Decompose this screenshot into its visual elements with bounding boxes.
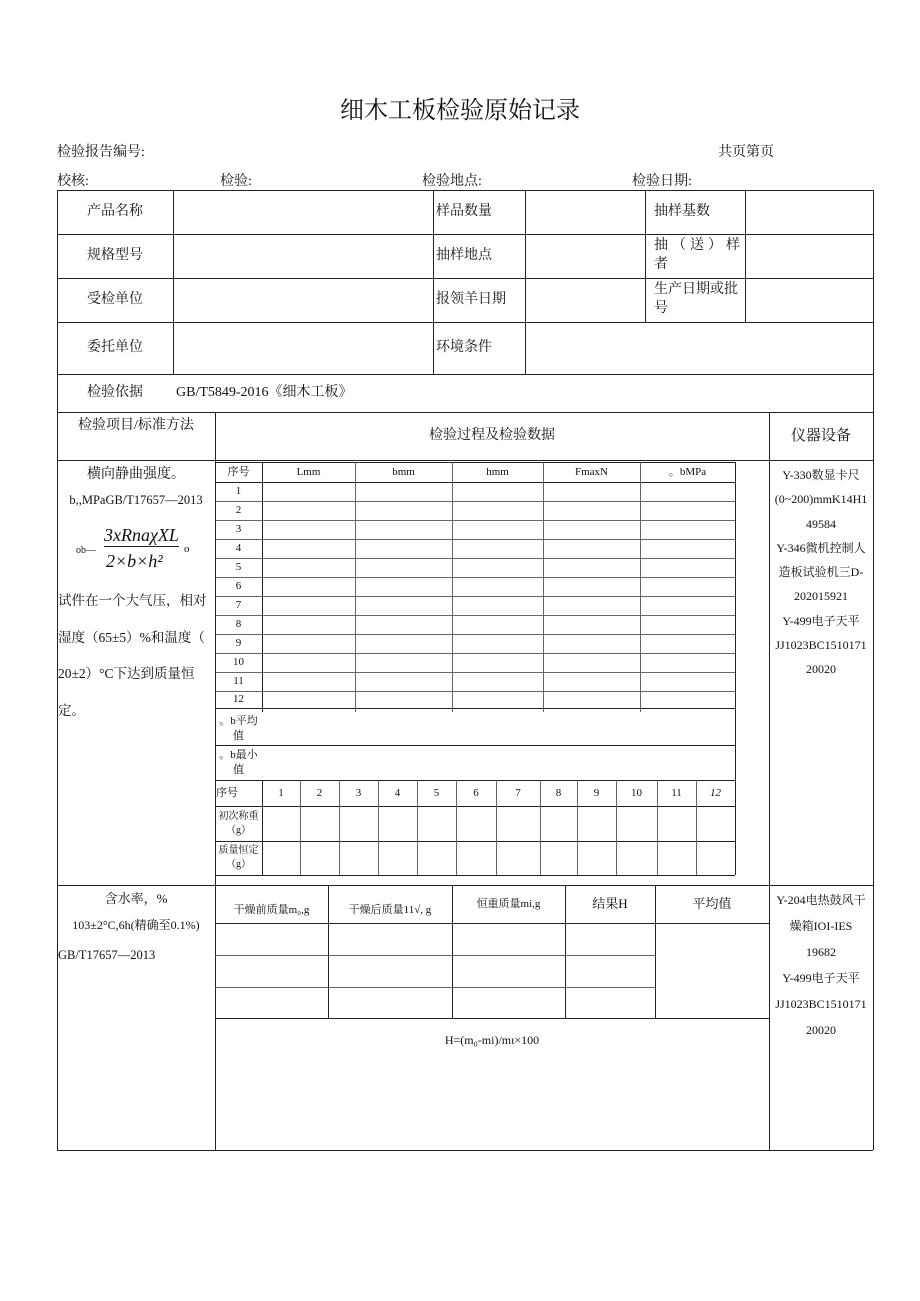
bending-title: 横向静曲强度。: [87, 466, 185, 482]
row-number: 4: [235, 542, 242, 555]
equipment-line: 20020: [806, 662, 836, 677]
row-number: 9: [235, 637, 242, 650]
environment-label: 环境条件: [436, 339, 492, 355]
grid-line: [57, 322, 873, 323]
grid-line: [215, 1018, 769, 1019]
process-data-header: 检验过程及检验数据: [429, 427, 555, 443]
row-number: 10: [233, 656, 244, 669]
product-name-label: 产品名称: [87, 203, 143, 219]
equipment-line: Y-499电子天平: [782, 613, 860, 628]
row-number: 1: [235, 485, 242, 498]
checker-label: 校核:: [57, 174, 89, 189]
weigh-number: 4: [394, 786, 401, 799]
column-header: 干燥前质量m₀,g: [233, 903, 310, 916]
inspector-label: 检验:: [220, 174, 252, 189]
grid-line: [57, 190, 58, 1150]
date-label: 检验日期:: [632, 174, 692, 189]
sampling-place-label: 抽样地点: [436, 247, 492, 263]
inspected-unit-label: 受检单位: [87, 291, 143, 307]
condition-line: 试件在一个大气压，相对: [58, 593, 207, 608]
grid-line: [452, 462, 453, 712]
location-label: 检验地点:: [422, 174, 482, 189]
moisture-conditions: 103±2°C,6h(精确至0.1%): [72, 917, 200, 932]
condition-line: 定。: [58, 703, 85, 718]
row-number: 12: [233, 693, 244, 706]
column-header: 序号: [227, 465, 250, 478]
item-method-header: 检验项目/标准方法: [78, 417, 194, 433]
column-header: hmm: [486, 465, 509, 478]
moisture-title: 含水率，%: [104, 891, 168, 907]
column-header: 恒重质量mi,g: [476, 897, 541, 910]
grid-line: [57, 234, 873, 235]
weigh-number: 6: [473, 786, 479, 799]
sampling-base-label: 抽样基数: [654, 203, 710, 219]
column-header: bmm: [392, 465, 415, 478]
column-header: 结果H: [592, 896, 628, 912]
formula-denominator: 2×b×h²: [106, 551, 163, 571]
column-header: 干燥后质量11√, g: [348, 903, 432, 916]
formula-numerator: 3xRnaχXL: [104, 525, 179, 545]
weigh-number: 9: [593, 786, 600, 799]
spec-model-label: 规格型号: [87, 247, 143, 263]
grid-line: [215, 577, 735, 578]
grid-line: [215, 987, 655, 988]
grid-line: [215, 539, 735, 540]
row-number: 7: [235, 599, 242, 612]
weigh-number: 7: [515, 786, 521, 799]
production-date-label: 生产日期或批号: [654, 282, 738, 316]
grid-line: [215, 672, 735, 673]
grid-line: [215, 653, 735, 654]
equipment-line: Y-346微机控制人: [776, 540, 866, 555]
equipment-line: 20020: [806, 1022, 836, 1037]
grid-line: [57, 412, 873, 413]
basis-value: GB/T5849-2016《细木工板》: [176, 384, 353, 400]
equipment-line: 造板试验机三D-: [778, 565, 864, 580]
moisture-formula: H=(m₀-mi)/mι×100: [444, 1032, 540, 1047]
grid-line: [215, 691, 735, 692]
formula-suffix: o: [184, 543, 190, 555]
formula-prefix: ob—: [76, 545, 96, 556]
bending-standard: b,,MPaGB/T17657—2013: [69, 492, 203, 507]
grid-line: [215, 501, 735, 502]
equipment-line: Y-204电热鼓风干: [776, 892, 866, 907]
grid-line: [645, 190, 646, 322]
grid-line: [640, 462, 641, 712]
equipment-line: JJ1023BC1510171: [775, 996, 867, 1011]
row-number: 11: [233, 675, 244, 688]
weigh-number: 8: [555, 786, 562, 799]
grid-line: [433, 190, 434, 374]
weigh-number: 10: [631, 786, 642, 799]
row-number: 3: [235, 523, 242, 536]
constant-weight-label: 质量恒定（g）: [218, 845, 259, 870]
sampler-label: 抽（送）样者: [654, 238, 744, 272]
equipment-line: 19682: [806, 944, 836, 959]
grid-line: [215, 745, 735, 746]
grid-line: [543, 462, 544, 712]
initial-weight-label: 初次称重（g）: [218, 810, 259, 836]
grid-line: [355, 462, 356, 712]
grid-line: [215, 520, 735, 521]
row-number: 5: [235, 561, 242, 574]
grid-line: [215, 615, 735, 616]
row-number: 6: [235, 580, 242, 593]
equipment-line: Y-330数显卡尺: [782, 467, 860, 482]
equipment-line: 49584: [806, 516, 836, 531]
basis-label: 检验依据: [87, 384, 143, 400]
grid-line: [215, 923, 769, 924]
equipment-line: JJ1023BC1510171: [775, 638, 867, 652]
column-header: 。bMPa: [668, 465, 707, 478]
weigh-number: 11: [671, 786, 682, 799]
grid-line: [262, 462, 263, 712]
grid-line: [57, 460, 873, 461]
grid-line: [215, 708, 735, 709]
grid-line: [215, 558, 735, 559]
column-header: Lmm: [296, 465, 321, 478]
grid-line: [57, 190, 873, 191]
weigh-number: 2: [316, 786, 323, 799]
receive-date-label: 报领羊日期: [436, 291, 506, 307]
avg-label: 。b平均值: [219, 715, 258, 742]
weigh-number: 12: [710, 786, 721, 799]
grid-line: [215, 634, 735, 635]
grid-line: [215, 482, 735, 483]
grid-line: [873, 190, 874, 1150]
equipment-line: 202015921: [794, 589, 848, 604]
client-unit-label: 委托单位: [87, 339, 143, 355]
page-title: 细木工板检验原始记录: [340, 98, 580, 124]
report-no-label: 检验报告编号:: [57, 145, 145, 160]
moisture-standard: GB/T17657—2013: [58, 948, 156, 962]
grid-line: [57, 374, 873, 375]
column-header: FmaxN: [575, 465, 608, 478]
weigh-seq-label: 序号: [216, 786, 238, 799]
bending-formula: [60, 525, 210, 575]
grid-line: [215, 875, 735, 876]
grid-line: [215, 955, 655, 956]
weigh-number: 1: [278, 786, 284, 799]
equipment-line: (0~200)mmK14H1: [774, 492, 868, 507]
condition-line: 湿度（65±5）%和温度（: [58, 630, 205, 645]
page-count-label: 共页第页: [718, 145, 774, 160]
grid-line: [173, 190, 174, 374]
grid-line: [525, 190, 526, 374]
grid-line: [57, 278, 873, 279]
column-header: 平均值: [692, 896, 732, 912]
grid-line: [735, 780, 736, 875]
sample-qty-label: 样品数量: [436, 203, 492, 219]
weigh-number: 3: [355, 786, 362, 799]
row-number: 8: [235, 618, 242, 631]
min-label: 。b最小值: [219, 749, 258, 776]
condition-line: 20±2）°C下达到质量恒: [58, 666, 195, 681]
equipment-line: Y-499电子天平: [782, 970, 860, 985]
row-number: 2: [235, 504, 242, 517]
weigh-number: 5: [433, 786, 440, 799]
equipment-line: 燥箱IOI-IES: [789, 918, 853, 933]
equipment-header: 仪器设备: [790, 427, 851, 444]
grid-line: [745, 190, 746, 322]
grid-line: [57, 1150, 873, 1151]
grid-line: [215, 596, 735, 597]
